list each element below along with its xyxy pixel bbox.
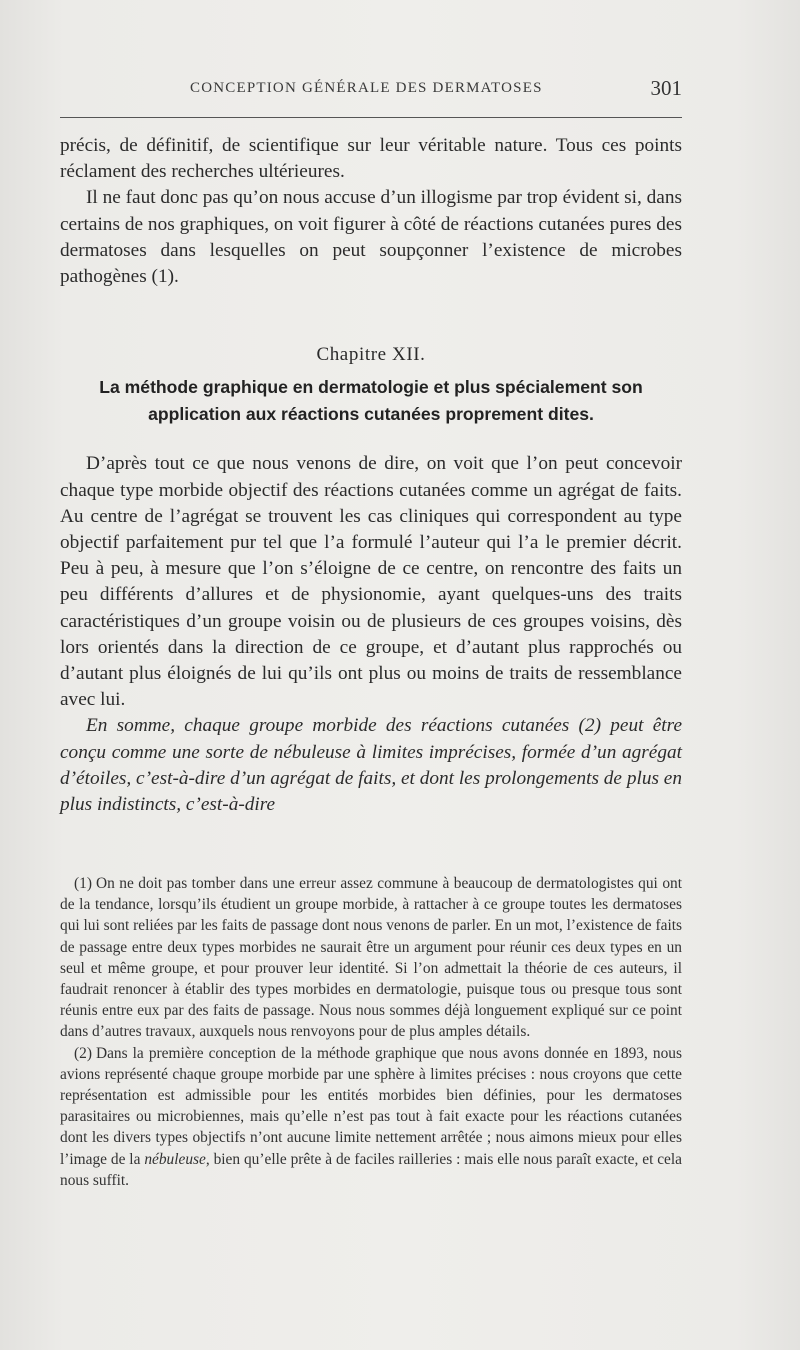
footnote-2-emphasis: nébuleuse [144,1150,206,1168]
footnote-2-text-end: , bien qu’elle prête à de faciles railleries : mais elle nous paraît exacte, et cela nous suffit. [60,1150,682,1189]
paragraph-nebuleuse: En somme, chaque groupe morbide des réactions cutanées (2) peut être conçu comme une sorte de nébuleuse à limites imprécises, formée d’un agrégat d’étoiles, c’est-à-dire d’un agrégat de faits, et dont les prolongements de plus en plus indistincts, c’est-à-dire [60,715,682,816]
footnote-1-number: (1) [74,875,92,892]
running-title: CONCEPTION GÉNÉRALE DES DERMATOSES [190,80,543,96]
chapter-heading: Chapitre XII. [316,344,426,366]
page-header [60,78,682,108]
paragraph-illogisme: Il ne faut donc pas qu’on nous accuse d’un illogisme par trop évident si, dans certains de nos graphiques, on voit figurer à côté de réactions cutanées pures des dermatoses dans lesquelles on peut soupçonner l’existence de microbes pathogènes (1). [60,187,682,288]
footnote-1 [60,873,682,1043]
footnote-1-text: On ne doit pas tomber dans une erreur assez commune à beaucoup de dermatologistes qui ont de la tendance, lorsqu’ils étudient un groupe morbide, à rattacher à ce groupe toutes les dermatoses qui lui sont reliées par les faits de passage dont nous venons de parler. En un mot, l’existence de faits de passage entre deux types morbides ne saurait être un argument pour réunir ces deux types en un seul et même groupe, et pour prouver leur identité. Si l’on admettait la théorie de ces auteurs, il faudrait renoncer à établir des types morbides en dermatologie, puisque tous ou presque tous sont réunis entre eux par des faits de passage. Nous nous sommes déjà longuement expliqué sur ce point dans d’autres travaux, auxquels nous renvoyons pour de plus amples détails. [60,875,682,1041]
main-text [60,133,682,818]
footnote-2-number: (2) [74,1044,92,1062]
page-number: 301 [650,76,682,100]
footnote-2 [60,1043,682,1191]
paragraph-agregat: D’après tout ce que nous venons de dire, on voit que l’on peut concevoir chaque type morbide objectif des réactions cutanées comme un agrégat de faits. Au centre de l’agrégat se trouvent les cas cliniques qui correspondent au type objectif parfaitement pur tel que l’a formulé l’auteur qui l’a le premier décrit. Peu à peu, à mesure que l’on s’éloigne de ce centre, on rencontre des faits un peu différents d’allures et de physionomie, ayant quelques-uns des traits caractéristiques d’un groupe voisin ou de plusieurs de ces groupes voisins, dès lors orientés dans la direction de ce groupe, et d’autant plus rapprochés ou d’autant plus éloignés de lui qu’ils ont plus ou moins de traits de ressemblance avec lui. [60,453,682,711]
paragraph-continued: précis, de définitif, de scientifique sur leur véritable nature. Tous ces points réclament des recherches ultérieures. [60,135,682,183]
footnotes [60,873,682,1191]
section-title: La méthode graphique en dermatologie et plus spécialement son application aux réactions cutanées proprement dites. [99,377,643,425]
footnote-2-text: Dans la première conception de la méthode graphique que nous avons donnée en 1893, nous avions représenté chaque groupe morbide par une sphère à limites précises : nous croyons que cette représentation est admissible pour les entités morbides bien définies, pour les dermatoses parasitaires ou microbiennes, mais qu’elle n’est pas tout à fait exacte pour les réactions cutanées dont les divers types objectifs n’ont aucune limite nettement arrêtée ; nous aimons mieux pour elles l’image de la [60,1044,682,1168]
header-rule [60,117,682,118]
